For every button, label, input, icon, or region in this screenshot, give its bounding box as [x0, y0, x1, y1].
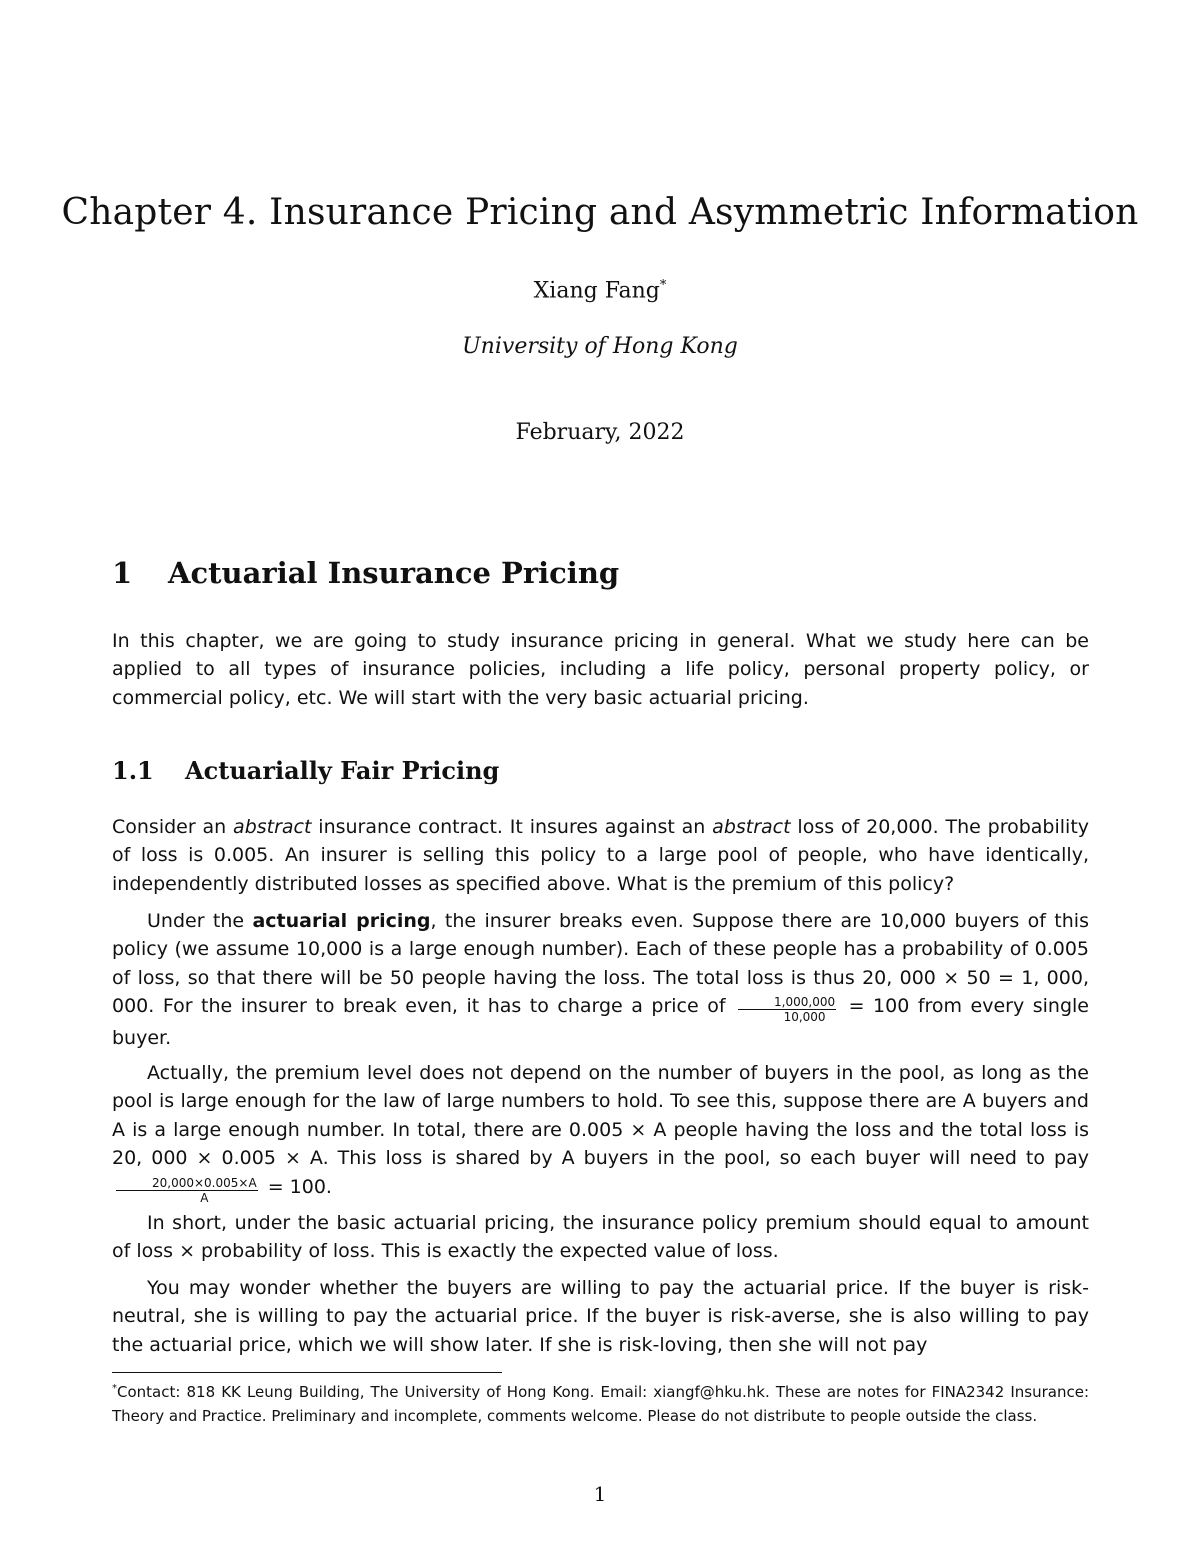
text-run: = 100 from every single buyer. — [112, 995, 1089, 1050]
text-run: Consider an — [112, 816, 234, 838]
subsection-title: Actuarially Fair Pricing — [185, 756, 500, 785]
section-title: Actuarial Insurance Pricing — [168, 556, 620, 590]
author-line — [0, 278, 1200, 303]
subsection-number: 1.1 — [112, 756, 154, 785]
author-name: Xiang Fang — [533, 278, 660, 304]
text-run: = 100. — [261, 1175, 332, 1198]
intro-paragraph: In this chapter, we are going to study insurance pricing in general. What we study here can be applied to all types of insurance policies, including a life policy, personal property policy, or commercial policy, etc. We will start with the very basic actuarial pricing. — [112, 630, 1089, 709]
date: February, 2022 — [515, 420, 685, 445]
fraction-denominator: A — [200, 1190, 209, 1205]
paragraph-5: You may wonder whether the buyers are willing to pay the actuarial price. If the buyer is risk-neutral, she is willing to pay the actuarial price. If the buyer is risk-averse, she is also willing to pay the actuarial price, which we will show later. If she is risk-loving, then she will not pay — [112, 1277, 1089, 1356]
author-footnote-mark: * — [659, 278, 667, 293]
section-heading — [112, 556, 619, 590]
emphasis: abstract — [712, 816, 791, 838]
affiliation: University of Hong Kong — [462, 334, 738, 359]
paragraph-2 — [112, 907, 1089, 1053]
fraction — [116, 1176, 258, 1205]
text-run: Actually, the premium level does not depend on the number of buyers in the pool, as long as the pool is large enough for the law of large numbers to hold. To see this, suppose there are A buyers and A is a large enough number. In total, there are 0.005 × A people having the loss and the total loss is 20, 000 × 0.005 × A. This loss is shared by A buyers in the pool, so each buyer will need to pay — [112, 1062, 1089, 1170]
fraction — [738, 995, 836, 1024]
text-run: , the insurer breaks even. Suppose there are 10,000 buyers of this policy (we assume 10,000 is a large enough number). Each of these people has a probability of 0.005 of loss, so that there will be 50 people having the loss. The total loss is thus 20, 000 × 50 = 1, 000, 000. For the insurer to break even, it has to charge a price of — [112, 910, 1089, 1018]
fraction-denominator: 10,000 — [783, 1010, 826, 1025]
footnote — [112, 1377, 1089, 1428]
subsection-heading — [112, 756, 499, 785]
footnote-rule — [112, 1372, 502, 1373]
footnote-mark: * — [112, 1383, 117, 1394]
section-number: 1 — [112, 556, 133, 590]
page-number: 1 — [593, 1482, 607, 1506]
text-run: loss of 20,000. The probability of loss is 0.005. An insurer is selling this policy to a large pool of people, who have identically, independently distributed losses as specified above. What is the premium of this policy? — [112, 816, 1090, 895]
text-run: insurance contract. It insures against an — [311, 816, 713, 838]
footnote-text: Contact: 818 KK Leung Building, The University of Hong Kong. Email: xiangf@hku.hk. These are notes for FINA2342 Insurance: Theory and Practice. Preliminary and incomplete, comments welcome. Please do not distribute to people outside the class. — [112, 1383, 1089, 1425]
bold-term: actuarial pricing — [252, 910, 431, 932]
paragraph-1 — [112, 813, 1089, 898]
paragraph-3 — [112, 1059, 1089, 1205]
paragraph-4: In short, under the basic actuarial pricing, the insurance policy premium should equal to amount of loss × probability of loss. This is exactly the expected value of loss. — [112, 1212, 1089, 1263]
paper-title: Chapter 4. Insurance Pricing and Asymmetric Information — [61, 192, 1139, 233]
text-run: Under the — [147, 910, 253, 932]
fraction-numerator: 1,000,000 — [738, 995, 836, 1010]
emphasis: abstract — [233, 816, 312, 838]
fraction-numerator: 20,000×0.005×A — [116, 1176, 258, 1191]
